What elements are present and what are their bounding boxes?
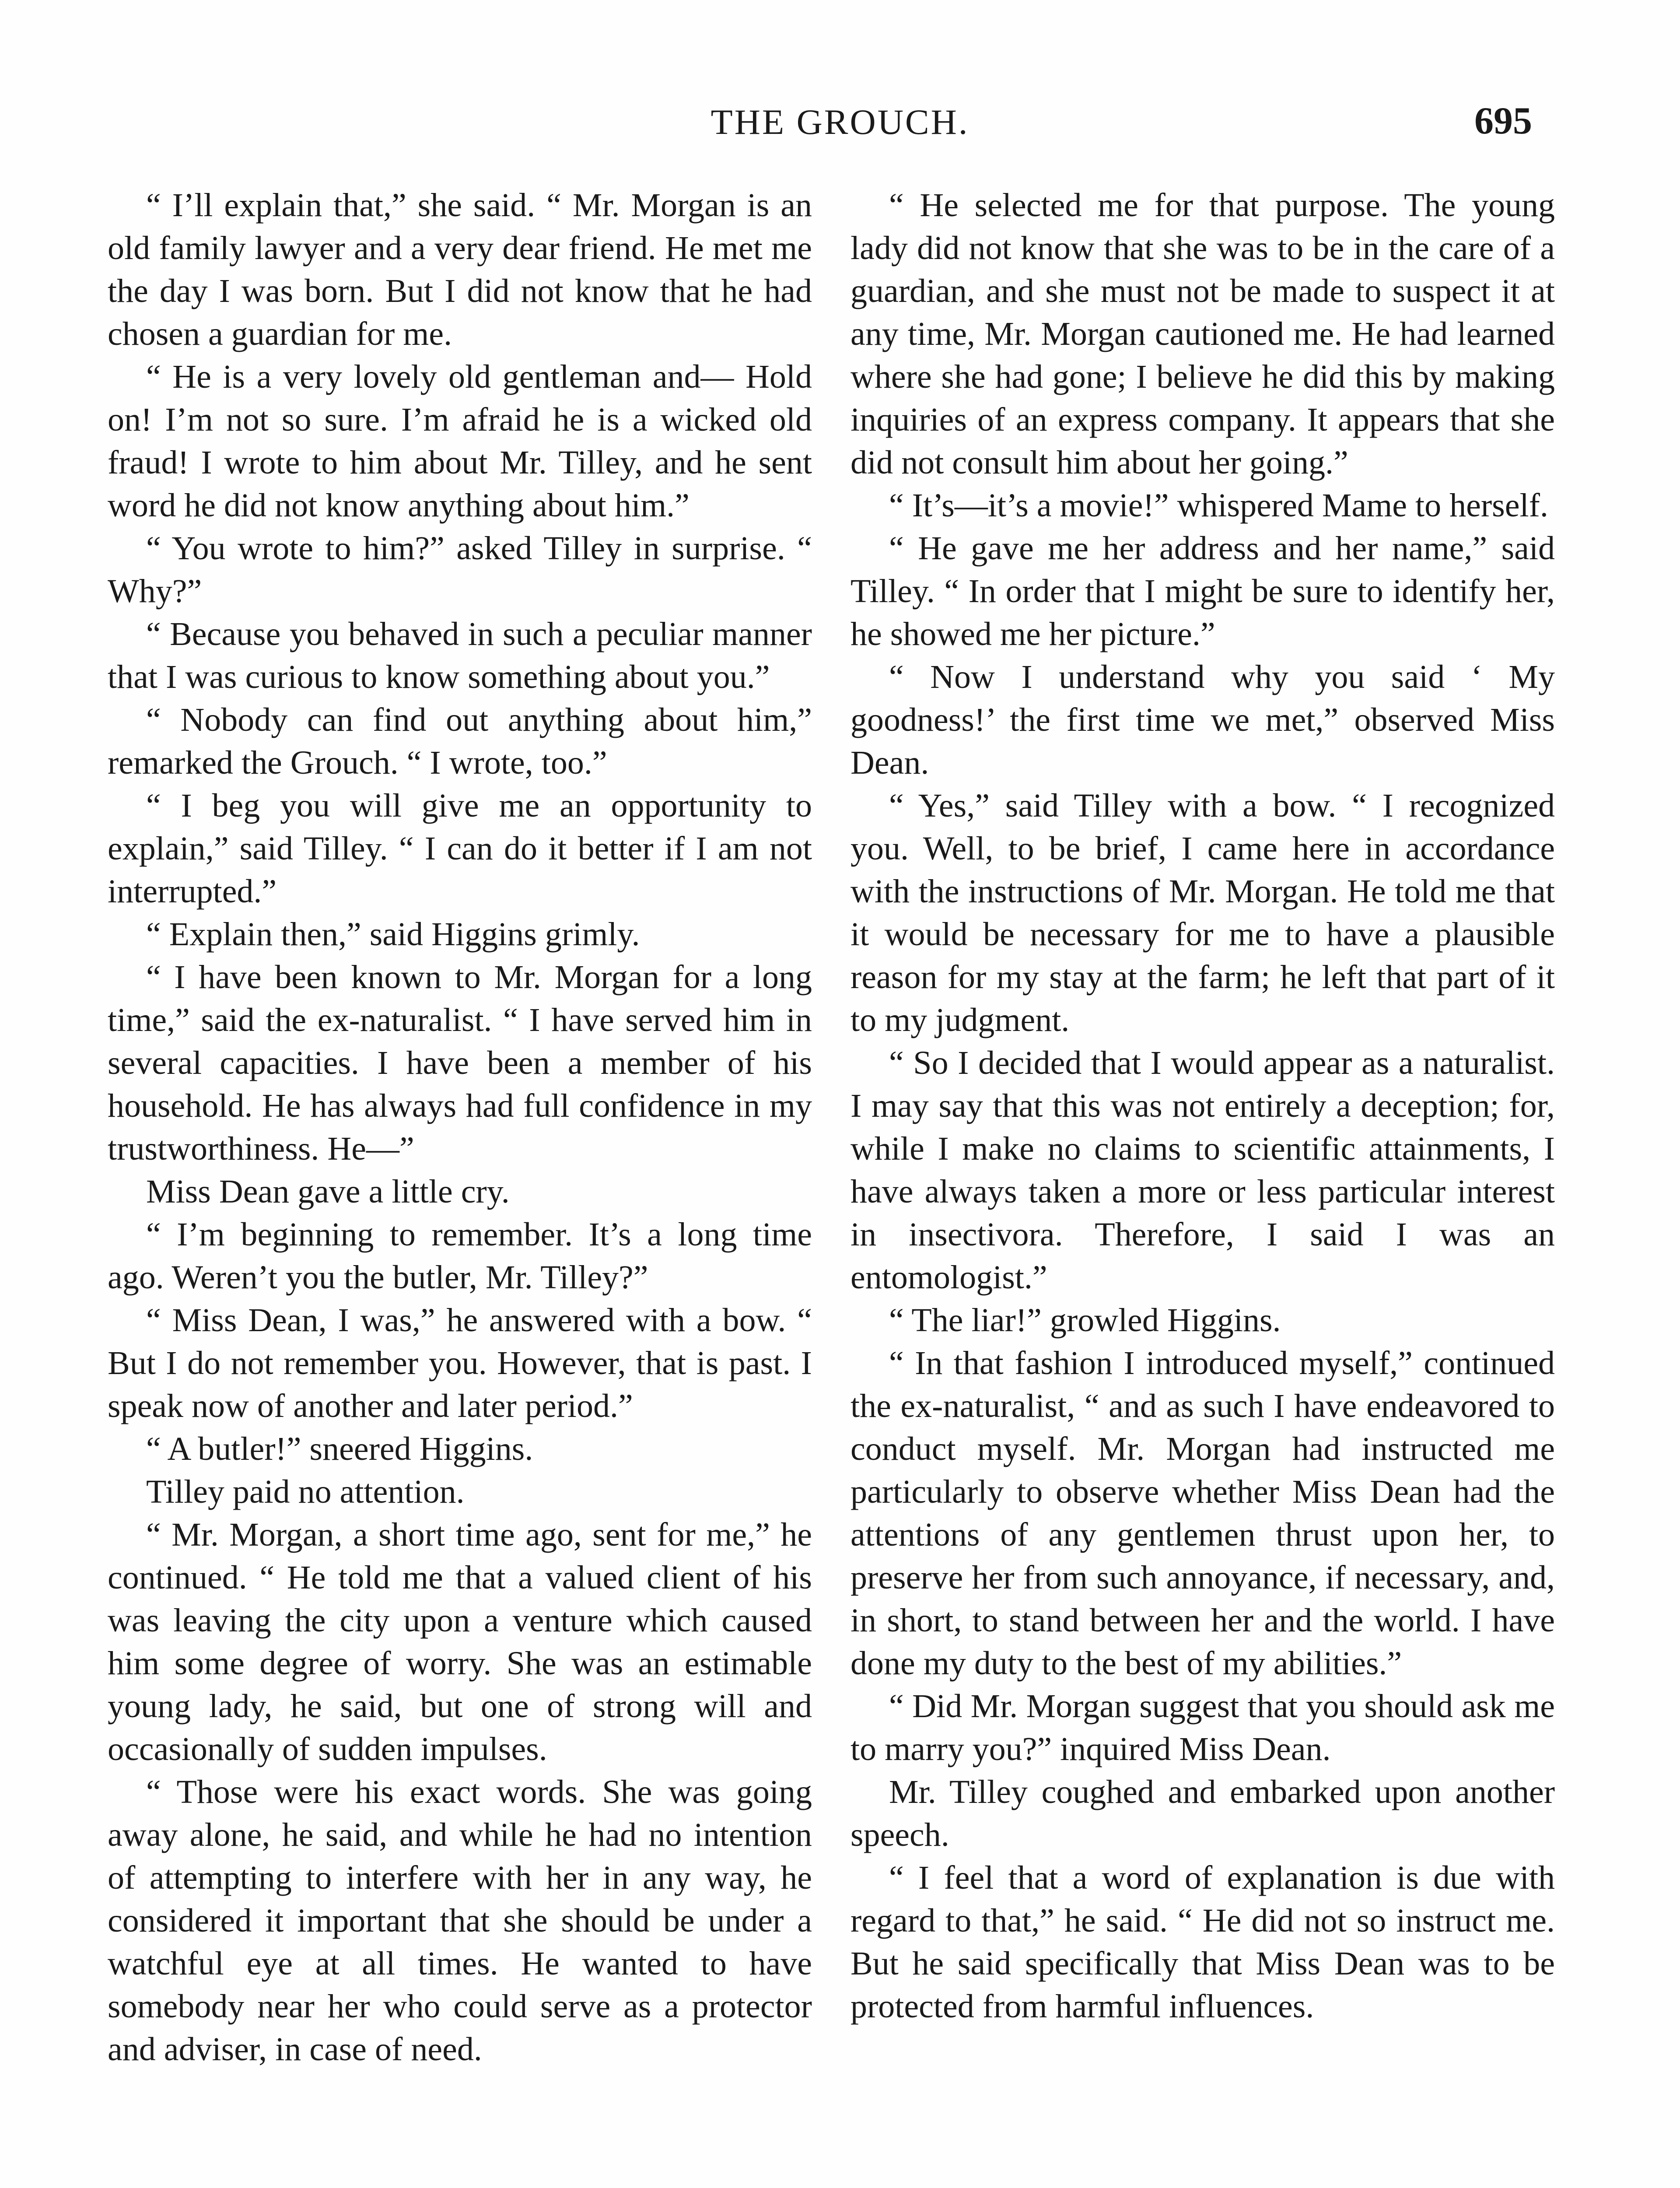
running-title: THE GROUCH. — [710, 102, 970, 142]
paragraph: Tilley paid no attention. — [146, 1473, 465, 1510]
paragraph: Miss Dean gave a little cry. — [146, 1173, 510, 1210]
paragraph: “ I beg you will give me an opportunity to explain,” said Tilley. “ I can do it better if I am not interrupted.” — [108, 787, 812, 910]
paragraph: “ It’s—it’s a movie!” whispered Mame to herself. — [889, 487, 1548, 524]
paragraph: “ So I decided that I would appear as a naturalist. I may say that this was not entirely a deception; for, while I make no claims to scientific attainments, I have always taken a more or less particular interest in insectivora. Therefore, I said I was an entomologist.” — [850, 1045, 1555, 1296]
paragraph: “ I feel that a word of explanation is due with regard to that,” he said. “ He did not so instruct me. But he said specifically that Miss Dean was to be protected from harmful influences. — [850, 1859, 1555, 2025]
paragraph: “ Explain then,” said Higgins grimly. — [146, 916, 640, 953]
paragraph: “ Nobody can find out anything about him,” remarked the Grouch. “ I wrote, too.” — [108, 701, 812, 781]
paragraph: “ In that fashion I introduced myself,” continued the ex-naturalist, “ and as such I have endeavored to conduct myself. Mr. Morgan had instructed me particularly to observe whether Miss Dean had the attentions of any gentlemen thrust upon her, to preserve her from such annoyance, if necessary, and, in short, to stand between her and the world. I have done my duty to the best of my abilities.” — [850, 1345, 1555, 1682]
paragraph: “ I’m beginning to remember. It’s a long time ago. Weren’t you the butler, Mr. Tilley?” — [108, 1216, 812, 1296]
paragraph: “ Those were his exact words. She was going away alone, he said, and while he had no intention of attempting to interfere with her in any way, he considered it important that she should be under a watchful eye at all times. He wanted to have somebody near her who could serve as a protector and adviser, in case of need. — [108, 1774, 812, 2068]
paragraph: “ A butler!” sneered Higgins. — [146, 1431, 533, 1467]
paragraph: “ Now I understand why you said ‘ My goodness!’ the first time we met,” observed Miss Dean. — [850, 659, 1555, 781]
paragraph: “ Because you behaved in such a peculiar manner that I was curious to know something about you.” — [108, 616, 812, 695]
paragraph: Mr. Tilley coughed and embarked upon another speech. — [850, 1774, 1555, 1853]
paragraph: “ The liar!” growled Higgins. — [889, 1302, 1281, 1339]
paragraph: “ Did Mr. Morgan suggest that you should ask me to marry you?” inquired Miss Dean. — [850, 1688, 1555, 1767]
paragraph: “ You wrote to him?” asked Tilley in surprise. “ Why?” — [108, 530, 812, 610]
paragraph: “ Yes,” said Tilley with a bow. “ I recognized you. Well, to be brief, I came here in accordance with the instructions of Mr. Morgan. He told me that it would be necessary for me to have a plausible reason for my stay at the farm; he left that part of it to my judgment. — [850, 787, 1555, 1038]
paragraph: “ I have been known to Mr. Morgan for a long time,” said the ex-naturalist. “ I have served him in several capacities. I have been a member of his household. He has always had full confidence in my trustworthiness. He—” — [108, 959, 812, 1167]
paragraph: “ He gave me her address and her name,” said Tilley. “ In order that I might be sure to identify her, he showed me her picture.” — [850, 530, 1555, 652]
paragraph: “ He is a very lovely old gentleman and— Hold on! I’m not so sure. I’m afraid he is a wicked old fraud! I wrote to him about Mr. Tilley, and he sent word he did not know anything about him.” — [108, 358, 812, 524]
paragraph: “ I’ll explain that,” she said. “ Mr. Morgan is an old family lawyer and a very dear friend. He met me the day I was born. But I did not know that he had chosen a guardian for me. — [108, 187, 812, 352]
paragraph: “ He selected me for that purpose. The young lady did not know that she was to be in the care of a guardian, and she must not be made to suspect it at any time, Mr. Morgan cautioned me. He had learned where she had gone; I believe he did this by making inquiries of an express company. It appears that she did not consult him about her going.” — [850, 187, 1555, 481]
page-number: 695 — [1474, 100, 1532, 142]
right-column — [850, 184, 1555, 2028]
left-column — [108, 184, 812, 2071]
paragraph: “ Miss Dean, I was,” he answered with a bow. “ But I do not remember you. However, that is past. I speak now of another and later period.” — [108, 1302, 812, 1424]
paragraph: “ Mr. Morgan, a short time ago, sent for me,” he continued. “ He told me that a valued client of his was leaving the city upon a venture which caused him some degree of worry. She was an estimable young lady, he said, but one of strong will and occasionally of sudden impulses. — [108, 1516, 812, 1767]
